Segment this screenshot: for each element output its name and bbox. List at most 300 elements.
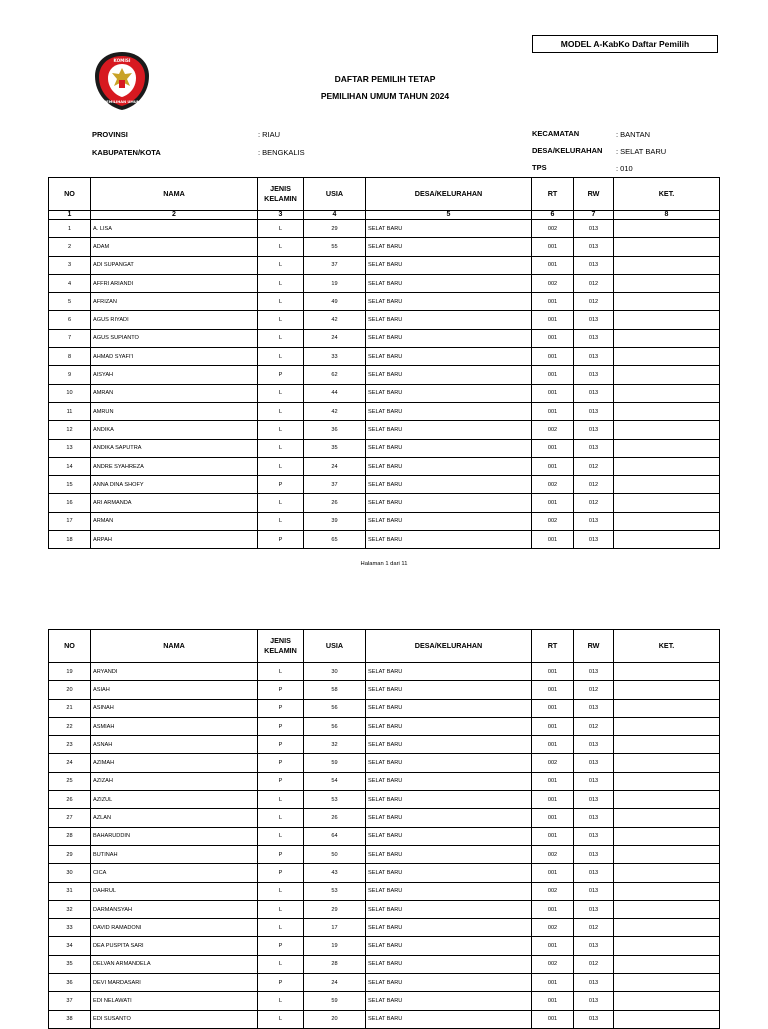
col-ket: KET. (614, 178, 720, 211)
cell-rw: 013 (574, 864, 614, 882)
cell-ket (614, 274, 720, 292)
cell-no: 32 (49, 900, 91, 918)
table-row (49, 717, 720, 735)
table-row (49, 864, 720, 882)
table-row (49, 937, 720, 955)
table-row (49, 974, 720, 992)
table-row (49, 494, 720, 512)
cell-usia: 37 (304, 476, 366, 494)
cell-rw: 013 (574, 311, 614, 329)
table-row (49, 699, 720, 717)
cell-desa: SELAT BARU (366, 845, 532, 863)
cell-desa: SELAT BARU (366, 476, 532, 494)
cell-jenis-kelamin: L (258, 293, 304, 311)
table-row (49, 457, 720, 475)
cell-rt: 002 (532, 220, 574, 238)
cell-desa: SELAT BARU (366, 827, 532, 845)
cell-desa: SELAT BARU (366, 274, 532, 292)
cell-rt: 001 (532, 348, 574, 366)
cell-rt: 001 (532, 900, 574, 918)
table-header-row (49, 630, 720, 663)
cell-no: 16 (49, 494, 91, 512)
cell-jenis-kelamin: L (258, 992, 304, 1010)
voter-table-page-2 (48, 629, 720, 1029)
cell-usia: 58 (304, 681, 366, 699)
table-header-row (49, 178, 720, 211)
cell-desa: SELAT BARU (366, 809, 532, 827)
cell-ket (614, 919, 720, 937)
cell-rt: 001 (532, 1010, 574, 1028)
cell-no: 15 (49, 476, 91, 494)
table-row (49, 274, 720, 292)
cell-no: 26 (49, 791, 91, 809)
cell-no: 24 (49, 754, 91, 772)
cell-no: 25 (49, 772, 91, 790)
cell-jenis-kelamin: P (258, 772, 304, 790)
cell-no: 37 (49, 992, 91, 1010)
cell-desa: SELAT BARU (366, 900, 532, 918)
cell-jenis-kelamin: L (258, 494, 304, 512)
cell-usia: 36 (304, 421, 366, 439)
provinsi-value: : RIAU (258, 130, 281, 139)
cell-desa: SELAT BARU (366, 864, 532, 882)
index-cell: 2 (91, 211, 258, 220)
cell-rt: 002 (532, 919, 574, 937)
cell-rw: 013 (574, 882, 614, 900)
cell-jenis-kelamin: L (258, 882, 304, 900)
cell-jenis-kelamin: P (258, 699, 304, 717)
table-row (49, 476, 720, 494)
cell-ket (614, 439, 720, 457)
cell-rw: 013 (574, 238, 614, 256)
cell-no: 28 (49, 827, 91, 845)
table-row (49, 663, 720, 681)
cell-usia: 53 (304, 791, 366, 809)
cell-rw: 012 (574, 919, 614, 937)
cell-usia: 59 (304, 992, 366, 1010)
cell-desa: SELAT BARU (366, 992, 532, 1010)
cell-ket (614, 384, 720, 402)
cell-ket (614, 992, 720, 1010)
cell-nama: A. LISA (91, 220, 258, 238)
cell-rw: 013 (574, 791, 614, 809)
cell-rw: 012 (574, 293, 614, 311)
cell-no: 19 (49, 663, 91, 681)
cell-usia: 24 (304, 974, 366, 992)
cell-rw: 013 (574, 1010, 614, 1028)
cell-no: 36 (49, 974, 91, 992)
cell-jenis-kelamin: L (258, 791, 304, 809)
cell-jenis-kelamin: L (258, 329, 304, 347)
cell-nama: AFFRI ARIANDI (91, 274, 258, 292)
cell-nama: ASMIAH (91, 717, 258, 735)
index-cell: 8 (614, 211, 720, 220)
cell-desa: SELAT BARU (366, 238, 532, 256)
kecamatan-label: KECAMATAN (532, 129, 580, 138)
cell-no: 18 (49, 531, 91, 549)
cell-ket (614, 220, 720, 238)
cell-no: 34 (49, 937, 91, 955)
cell-desa: SELAT BARU (366, 402, 532, 420)
cell-ket (614, 736, 720, 754)
cell-ket (614, 882, 720, 900)
cell-rt: 001 (532, 681, 574, 699)
index-cell: 5 (366, 211, 532, 220)
doc-subtitle: PEMILIHAN UMUM TAHUN 2024 (320, 91, 450, 101)
kecamatan-value: : BANTAN (616, 130, 651, 139)
cell-usia: 42 (304, 311, 366, 329)
cell-jenis-kelamin: P (258, 681, 304, 699)
cell-ket (614, 1010, 720, 1028)
cell-nama: DAHRUL (91, 882, 258, 900)
cell-jenis-kelamin: L (258, 457, 304, 475)
cell-desa: SELAT BARU (366, 919, 532, 937)
cell-usia: 59 (304, 754, 366, 772)
cell-usia: 35 (304, 439, 366, 457)
cell-desa: SELAT BARU (366, 736, 532, 754)
cell-usia: 42 (304, 402, 366, 420)
table-row (49, 421, 720, 439)
cell-desa: SELAT BARU (366, 699, 532, 717)
cell-jenis-kelamin: L (258, 1010, 304, 1028)
table-row (49, 402, 720, 420)
table-row (49, 1010, 720, 1028)
cell-no: 17 (49, 512, 91, 530)
cell-no: 22 (49, 717, 91, 735)
cell-nama: ARI ARMANDA (91, 494, 258, 512)
cell-nama: DARMANSYAH (91, 900, 258, 918)
cell-jenis-kelamin: L (258, 809, 304, 827)
cell-nama: ANDRE SYAHREZA (91, 457, 258, 475)
table-row (49, 439, 720, 457)
cell-usia: 44 (304, 384, 366, 402)
cell-rt: 001 (532, 663, 574, 681)
cell-jenis-kelamin: P (258, 717, 304, 735)
cell-rt: 001 (532, 717, 574, 735)
cell-nama: AISYAH (91, 366, 258, 384)
col-rw: RW (574, 178, 614, 211)
cell-rt: 001 (532, 439, 574, 457)
cell-jenis-kelamin: P (258, 476, 304, 494)
cell-rw: 013 (574, 366, 614, 384)
cell-no: 8 (49, 348, 91, 366)
table-row (49, 992, 720, 1010)
cell-jenis-kelamin: P (258, 937, 304, 955)
table-row (49, 256, 720, 274)
cell-rt: 001 (532, 457, 574, 475)
table-row (49, 827, 720, 845)
cell-jenis-kelamin: P (258, 736, 304, 754)
cell-jenis-kelamin: L (258, 220, 304, 238)
cell-jenis-kelamin: L (258, 384, 304, 402)
cell-nama: ADAM (91, 238, 258, 256)
cell-usia: 30 (304, 663, 366, 681)
cell-no: 1 (49, 220, 91, 238)
cell-ket (614, 329, 720, 347)
cell-nama: EDI SUSANTO (91, 1010, 258, 1028)
cell-nama: EDI NELAWATI (91, 992, 258, 1010)
cell-desa: SELAT BARU (366, 366, 532, 384)
cell-nama: AMRAN (91, 384, 258, 402)
cell-desa: SELAT BARU (366, 772, 532, 790)
cell-rw: 013 (574, 220, 614, 238)
cell-nama: ASNAH (91, 736, 258, 754)
cell-ket (614, 238, 720, 256)
cell-rw: 013 (574, 992, 614, 1010)
cell-rt: 001 (532, 311, 574, 329)
cell-jenis-kelamin: L (258, 512, 304, 530)
cell-rw: 013 (574, 329, 614, 347)
cell-rw: 013 (574, 256, 614, 274)
cell-ket (614, 974, 720, 992)
cell-nama: AZLAN (91, 809, 258, 827)
cell-no: 30 (49, 864, 91, 882)
cell-desa: SELAT BARU (366, 256, 532, 274)
cell-nama: ARMAN (91, 512, 258, 530)
cell-rt: 001 (532, 494, 574, 512)
cell-rw: 012 (574, 717, 614, 735)
table-row (49, 772, 720, 790)
cell-usia: 56 (304, 717, 366, 735)
cell-no: 20 (49, 681, 91, 699)
cell-no: 38 (49, 1010, 91, 1028)
col-no: NO (49, 178, 91, 211)
cell-rt: 001 (532, 974, 574, 992)
cell-rw: 013 (574, 699, 614, 717)
cell-desa: SELAT BARU (366, 955, 532, 973)
cell-desa: SELAT BARU (366, 421, 532, 439)
table-row (49, 919, 720, 937)
col-rt: RT (532, 178, 574, 211)
cell-desa: SELAT BARU (366, 974, 532, 992)
table-row (49, 845, 720, 863)
cell-rw: 013 (574, 900, 614, 918)
index-cell: 6 (532, 211, 574, 220)
cell-rw: 012 (574, 476, 614, 494)
tps-label: TPS (532, 163, 547, 172)
cell-ket (614, 531, 720, 549)
cell-ket (614, 293, 720, 311)
cell-jenis-kelamin: L (258, 421, 304, 439)
cell-nama: DAVID RAMADONI (91, 919, 258, 937)
cell-ket (614, 754, 720, 772)
desa-value: : SELAT BARU (616, 147, 667, 156)
col-ket: KET. (614, 630, 720, 663)
cell-rt: 002 (532, 274, 574, 292)
cell-no: 5 (49, 293, 91, 311)
cell-rt: 001 (532, 384, 574, 402)
cell-rt: 001 (532, 293, 574, 311)
cell-desa: SELAT BARU (366, 791, 532, 809)
col-desa: DESA/KELURAHAN (366, 178, 532, 211)
cell-ket (614, 348, 720, 366)
cell-usia: 56 (304, 699, 366, 717)
cell-nama: BAHARUDDIN (91, 827, 258, 845)
table-row (49, 754, 720, 772)
svg-text:KOMISI: KOMISI (113, 58, 131, 63)
table-row (49, 366, 720, 384)
cell-rt: 001 (532, 937, 574, 955)
cell-rt: 002 (532, 421, 574, 439)
cell-nama: ASINAH (91, 699, 258, 717)
cell-desa: SELAT BARU (366, 663, 532, 681)
cell-desa: SELAT BARU (366, 220, 532, 238)
table-row (49, 882, 720, 900)
cell-jenis-kelamin: L (258, 900, 304, 918)
cell-no: 4 (49, 274, 91, 292)
table-row (49, 791, 720, 809)
column-index-row (49, 211, 720, 220)
cell-jenis-kelamin: L (258, 256, 304, 274)
cell-ket (614, 663, 720, 681)
cell-ket (614, 256, 720, 274)
cell-nama: ADI SUPANGAT (91, 256, 258, 274)
col-no: NO (49, 630, 91, 663)
cell-nama: AZIMAH (91, 754, 258, 772)
cell-rw: 012 (574, 274, 614, 292)
cell-usia: 64 (304, 827, 366, 845)
desa-label: DESA/KELURAHAN (532, 146, 603, 155)
cell-rw: 012 (574, 457, 614, 475)
kabupaten-value: : BENGKALIS (258, 148, 305, 157)
cell-rt: 002 (532, 512, 574, 530)
table-row (49, 311, 720, 329)
cell-jenis-kelamin: P (258, 366, 304, 384)
cell-no: 12 (49, 421, 91, 439)
cell-rw: 013 (574, 421, 614, 439)
cell-no: 29 (49, 845, 91, 863)
cell-no: 2 (49, 238, 91, 256)
cell-ket (614, 512, 720, 530)
table-row (49, 293, 720, 311)
index-cell: 1 (49, 211, 91, 220)
cell-no: 23 (49, 736, 91, 754)
cell-jenis-kelamin: L (258, 274, 304, 292)
table-row (49, 531, 720, 549)
cell-rt: 001 (532, 238, 574, 256)
cell-usia: 19 (304, 937, 366, 955)
cell-usia: 37 (304, 256, 366, 274)
cell-ket (614, 845, 720, 863)
cell-rw: 012 (574, 955, 614, 973)
cell-rw: 013 (574, 531, 614, 549)
col-nama: NAMA (91, 178, 258, 211)
cell-rw: 013 (574, 937, 614, 955)
cell-rw: 013 (574, 754, 614, 772)
cell-ket (614, 900, 720, 918)
cell-jenis-kelamin: P (258, 754, 304, 772)
cell-ket (614, 681, 720, 699)
table-row (49, 329, 720, 347)
cell-rw: 013 (574, 439, 614, 457)
provinsi-label: PROVINSI (92, 130, 128, 139)
cell-ket (614, 717, 720, 735)
table-row (49, 238, 720, 256)
cell-nama: CICA (91, 864, 258, 882)
table-row (49, 736, 720, 754)
cell-ket (614, 366, 720, 384)
cell-no: 10 (49, 384, 91, 402)
cell-ket (614, 402, 720, 420)
col-rt: RT (532, 630, 574, 663)
cell-usia: 19 (304, 274, 366, 292)
cell-desa: SELAT BARU (366, 512, 532, 530)
cell-usia: 55 (304, 238, 366, 256)
col-jenis-kelamin: JENIS KELAMIN (258, 630, 304, 663)
doc-title: DAFTAR PEMILIH TETAP (334, 74, 436, 84)
cell-ket (614, 699, 720, 717)
col-usia: USIA (304, 178, 366, 211)
cell-desa: SELAT BARU (366, 348, 532, 366)
cell-no: 11 (49, 402, 91, 420)
cell-desa: SELAT BARU (366, 329, 532, 347)
cell-nama: AMRUN (91, 402, 258, 420)
kpu-logo-icon (92, 50, 152, 112)
tps-value: : 010 (616, 164, 633, 173)
cell-ket (614, 772, 720, 790)
cell-desa: SELAT BARU (366, 1010, 532, 1028)
cell-usia: 29 (304, 900, 366, 918)
cell-desa: SELAT BARU (366, 882, 532, 900)
cell-jenis-kelamin: L (258, 238, 304, 256)
cell-usia: 53 (304, 882, 366, 900)
table-row (49, 384, 720, 402)
cell-usia: 32 (304, 736, 366, 754)
cell-nama: AZIZAH (91, 772, 258, 790)
table-row (49, 512, 720, 530)
table-row (49, 900, 720, 918)
cell-nama: AGUS RIYADI (91, 311, 258, 329)
index-cell: 3 (258, 211, 304, 220)
cell-rt: 002 (532, 476, 574, 494)
cell-no: 13 (49, 439, 91, 457)
cell-ket (614, 791, 720, 809)
cell-no: 7 (49, 329, 91, 347)
cell-jenis-kelamin: P (258, 864, 304, 882)
cell-ket (614, 311, 720, 329)
cell-rw: 013 (574, 827, 614, 845)
cell-rw: 012 (574, 494, 614, 512)
cell-ket (614, 809, 720, 827)
cell-nama: AGUS SUPIANTO (91, 329, 258, 347)
cell-nama: ASIAH (91, 681, 258, 699)
cell-desa: SELAT BARU (366, 754, 532, 772)
cell-desa: SELAT BARU (366, 717, 532, 735)
cell-usia: 17 (304, 919, 366, 937)
cell-usia: 39 (304, 512, 366, 530)
cell-nama: ANDIKA SAPUTRA (91, 439, 258, 457)
svg-text:PEMILIHAN UMUM: PEMILIHAN UMUM (103, 100, 141, 104)
table-row (49, 220, 720, 238)
cell-nama: ARYANDI (91, 663, 258, 681)
cell-usia: 26 (304, 494, 366, 512)
cell-rt: 001 (532, 791, 574, 809)
index-cell: 4 (304, 211, 366, 220)
col-nama: NAMA (91, 630, 258, 663)
table-row (49, 681, 720, 699)
cell-nama: ANDIKA (91, 421, 258, 439)
cell-no: 33 (49, 919, 91, 937)
cell-rw: 013 (574, 663, 614, 681)
cell-desa: SELAT BARU (366, 293, 532, 311)
page-footer: Halaman 1 dari 11 (360, 561, 408, 567)
cell-ket (614, 937, 720, 955)
cell-no: 31 (49, 882, 91, 900)
cell-jenis-kelamin: L (258, 348, 304, 366)
cell-no: 14 (49, 457, 91, 475)
cell-rw: 013 (574, 512, 614, 530)
table-row (49, 955, 720, 973)
